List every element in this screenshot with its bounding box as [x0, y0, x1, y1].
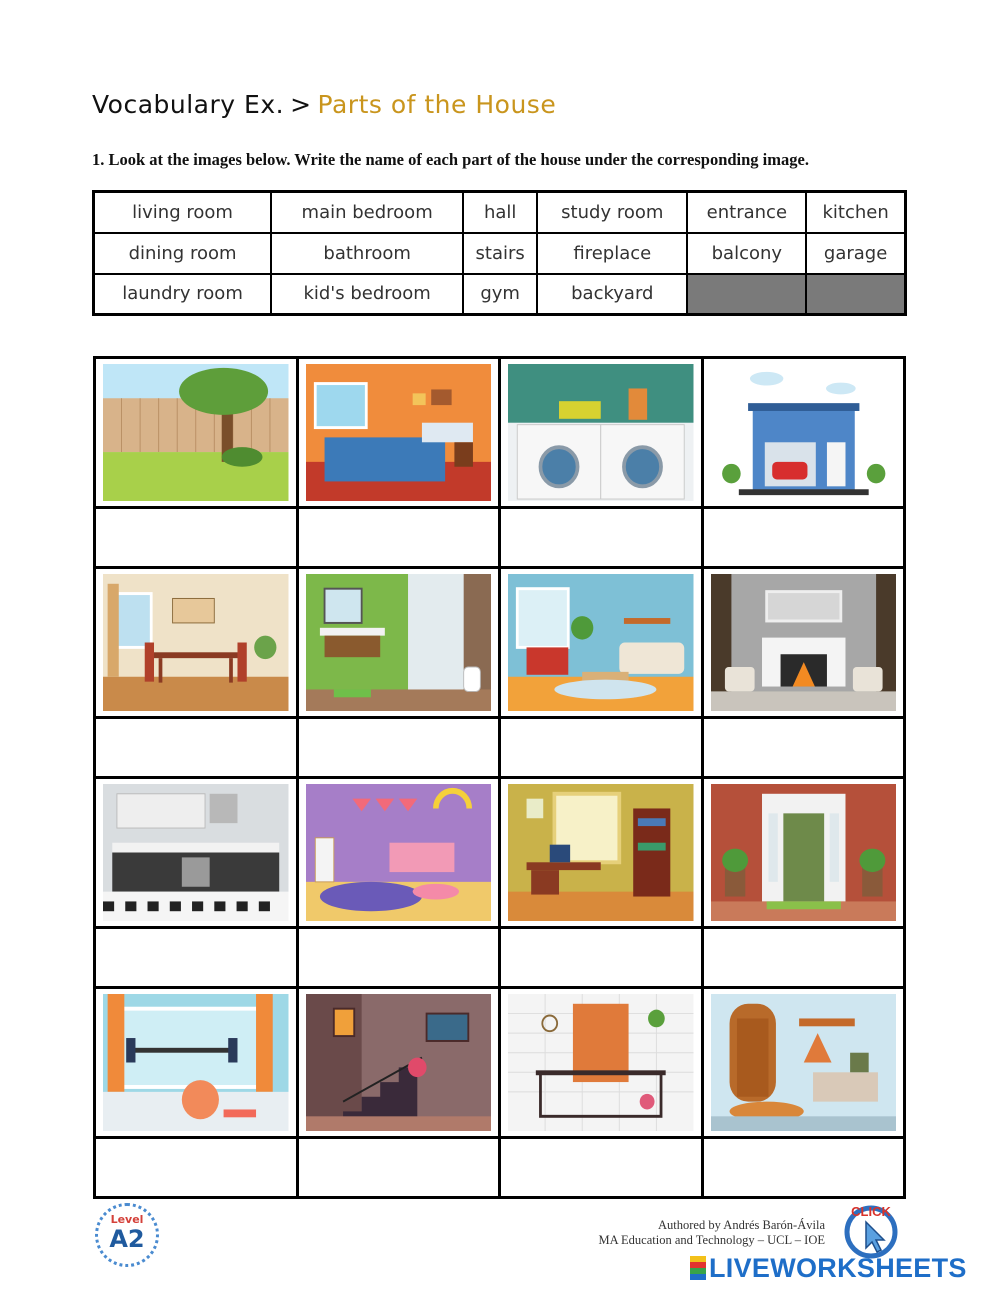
- image-cell: [297, 778, 500, 928]
- image-row: [95, 568, 905, 718]
- image-cell: [500, 778, 703, 928]
- study-room-image: [508, 784, 694, 921]
- instruction: 1. Look at the images below. Write the name of each part of the house under the corresponding image.: [92, 150, 809, 169]
- empty-filled-cell: [687, 274, 806, 315]
- laundry-room-image: [508, 364, 694, 501]
- answer-row: [95, 508, 905, 568]
- word-cell: kitchen: [806, 192, 905, 233]
- word-cell: living room: [94, 192, 272, 233]
- word-cell: garage: [806, 233, 905, 274]
- liveworksheets-brand: [690, 1253, 967, 1284]
- answer-cell[interactable]: [500, 928, 703, 988]
- word-cell: entrance: [687, 192, 806, 233]
- balcony-image: [508, 994, 694, 1131]
- word-cell: main bedroom: [271, 192, 463, 233]
- word-bank: [92, 190, 907, 316]
- word-cell: bathroom: [271, 233, 463, 274]
- answer-cell[interactable]: [500, 508, 703, 568]
- image-row: [95, 988, 905, 1138]
- image-cell: [297, 358, 500, 508]
- click-logo-text: CLICK: [851, 1204, 891, 1219]
- answer-cell[interactable]: [702, 928, 905, 988]
- level-value: A2: [109, 1225, 145, 1253]
- answer-row: [95, 1138, 905, 1198]
- author-line: Authored by Andrés Barón-Ávila: [658, 1218, 825, 1232]
- answer-cell[interactable]: [95, 718, 298, 778]
- image-cell: [702, 778, 905, 928]
- picture-grid: [93, 356, 906, 1199]
- answer-cell[interactable]: [500, 718, 703, 778]
- answer-row: [95, 718, 905, 778]
- title-main: Vocabulary Ex.: [92, 90, 285, 119]
- kitchen-image: [103, 784, 289, 921]
- entrance-image: [711, 784, 897, 921]
- level-label: Level: [110, 1213, 144, 1226]
- kids-bedroom-image: [306, 784, 492, 921]
- answer-cell[interactable]: [500, 1138, 703, 1198]
- answer-cell[interactable]: [702, 508, 905, 568]
- image-cell: [500, 358, 703, 508]
- word-cell: laundry room: [94, 274, 272, 315]
- word-cell: dining room: [94, 233, 272, 274]
- image-cell: [95, 778, 298, 928]
- level-badge: [95, 1203, 159, 1267]
- title-separator: >: [290, 90, 312, 119]
- image-cell: [297, 568, 500, 718]
- word-bank-row: [94, 233, 906, 274]
- affiliation-line: MA Education and Technology – UCL – IOE: [598, 1233, 825, 1247]
- word-cell: hall: [463, 192, 537, 233]
- answer-cell[interactable]: [95, 1138, 298, 1198]
- answer-cell[interactable]: [702, 1138, 905, 1198]
- bathroom-image: [306, 574, 492, 711]
- image-cell: [702, 358, 905, 508]
- word-cell: backyard: [537, 274, 687, 315]
- word-bank-row: [94, 192, 906, 233]
- liveworksheets-logo-icon: [690, 1256, 706, 1280]
- answer-cell[interactable]: [95, 508, 298, 568]
- credits: [598, 1218, 825, 1248]
- gym-image: [103, 994, 289, 1131]
- answer-cell[interactable]: [297, 508, 500, 568]
- answer-cell[interactable]: [297, 928, 500, 988]
- living-room-image: [508, 574, 694, 711]
- word-cell: study room: [537, 192, 687, 233]
- image-cell: [95, 358, 298, 508]
- fireplace-image: [711, 574, 897, 711]
- answer-cell[interactable]: [297, 718, 500, 778]
- image-cell: [95, 988, 298, 1138]
- image-cell: [702, 568, 905, 718]
- dining-room-image: [103, 574, 289, 711]
- empty-filled-cell: [806, 274, 905, 315]
- main-bedroom-image: [306, 364, 492, 501]
- answer-row: [95, 928, 905, 988]
- word-cell: gym: [463, 274, 537, 315]
- image-row: [95, 778, 905, 928]
- stairs-image: [306, 994, 492, 1131]
- image-cell: [95, 568, 298, 718]
- click-logo-icon: [836, 1200, 906, 1260]
- answer-cell[interactable]: [297, 1138, 500, 1198]
- answer-cell[interactable]: [702, 718, 905, 778]
- brand-text: LIVEWORKSHEETS: [709, 1253, 967, 1283]
- word-cell: kid's bedroom: [271, 274, 463, 315]
- garage-image: [711, 364, 897, 501]
- image-cell: [297, 988, 500, 1138]
- worksheet-title: [92, 90, 556, 119]
- backyard-image: [103, 364, 289, 501]
- image-cell: [500, 988, 703, 1138]
- image-cell: [500, 568, 703, 718]
- image-row: [95, 358, 905, 508]
- word-cell: balcony: [687, 233, 806, 274]
- title-subtitle: Parts of the House: [317, 90, 557, 119]
- word-cell: stairs: [463, 233, 537, 274]
- word-cell: fireplace: [537, 233, 687, 274]
- image-cell: [702, 988, 905, 1138]
- hall-image: [711, 994, 897, 1131]
- answer-cell[interactable]: [95, 928, 298, 988]
- word-bank-row: [94, 274, 906, 315]
